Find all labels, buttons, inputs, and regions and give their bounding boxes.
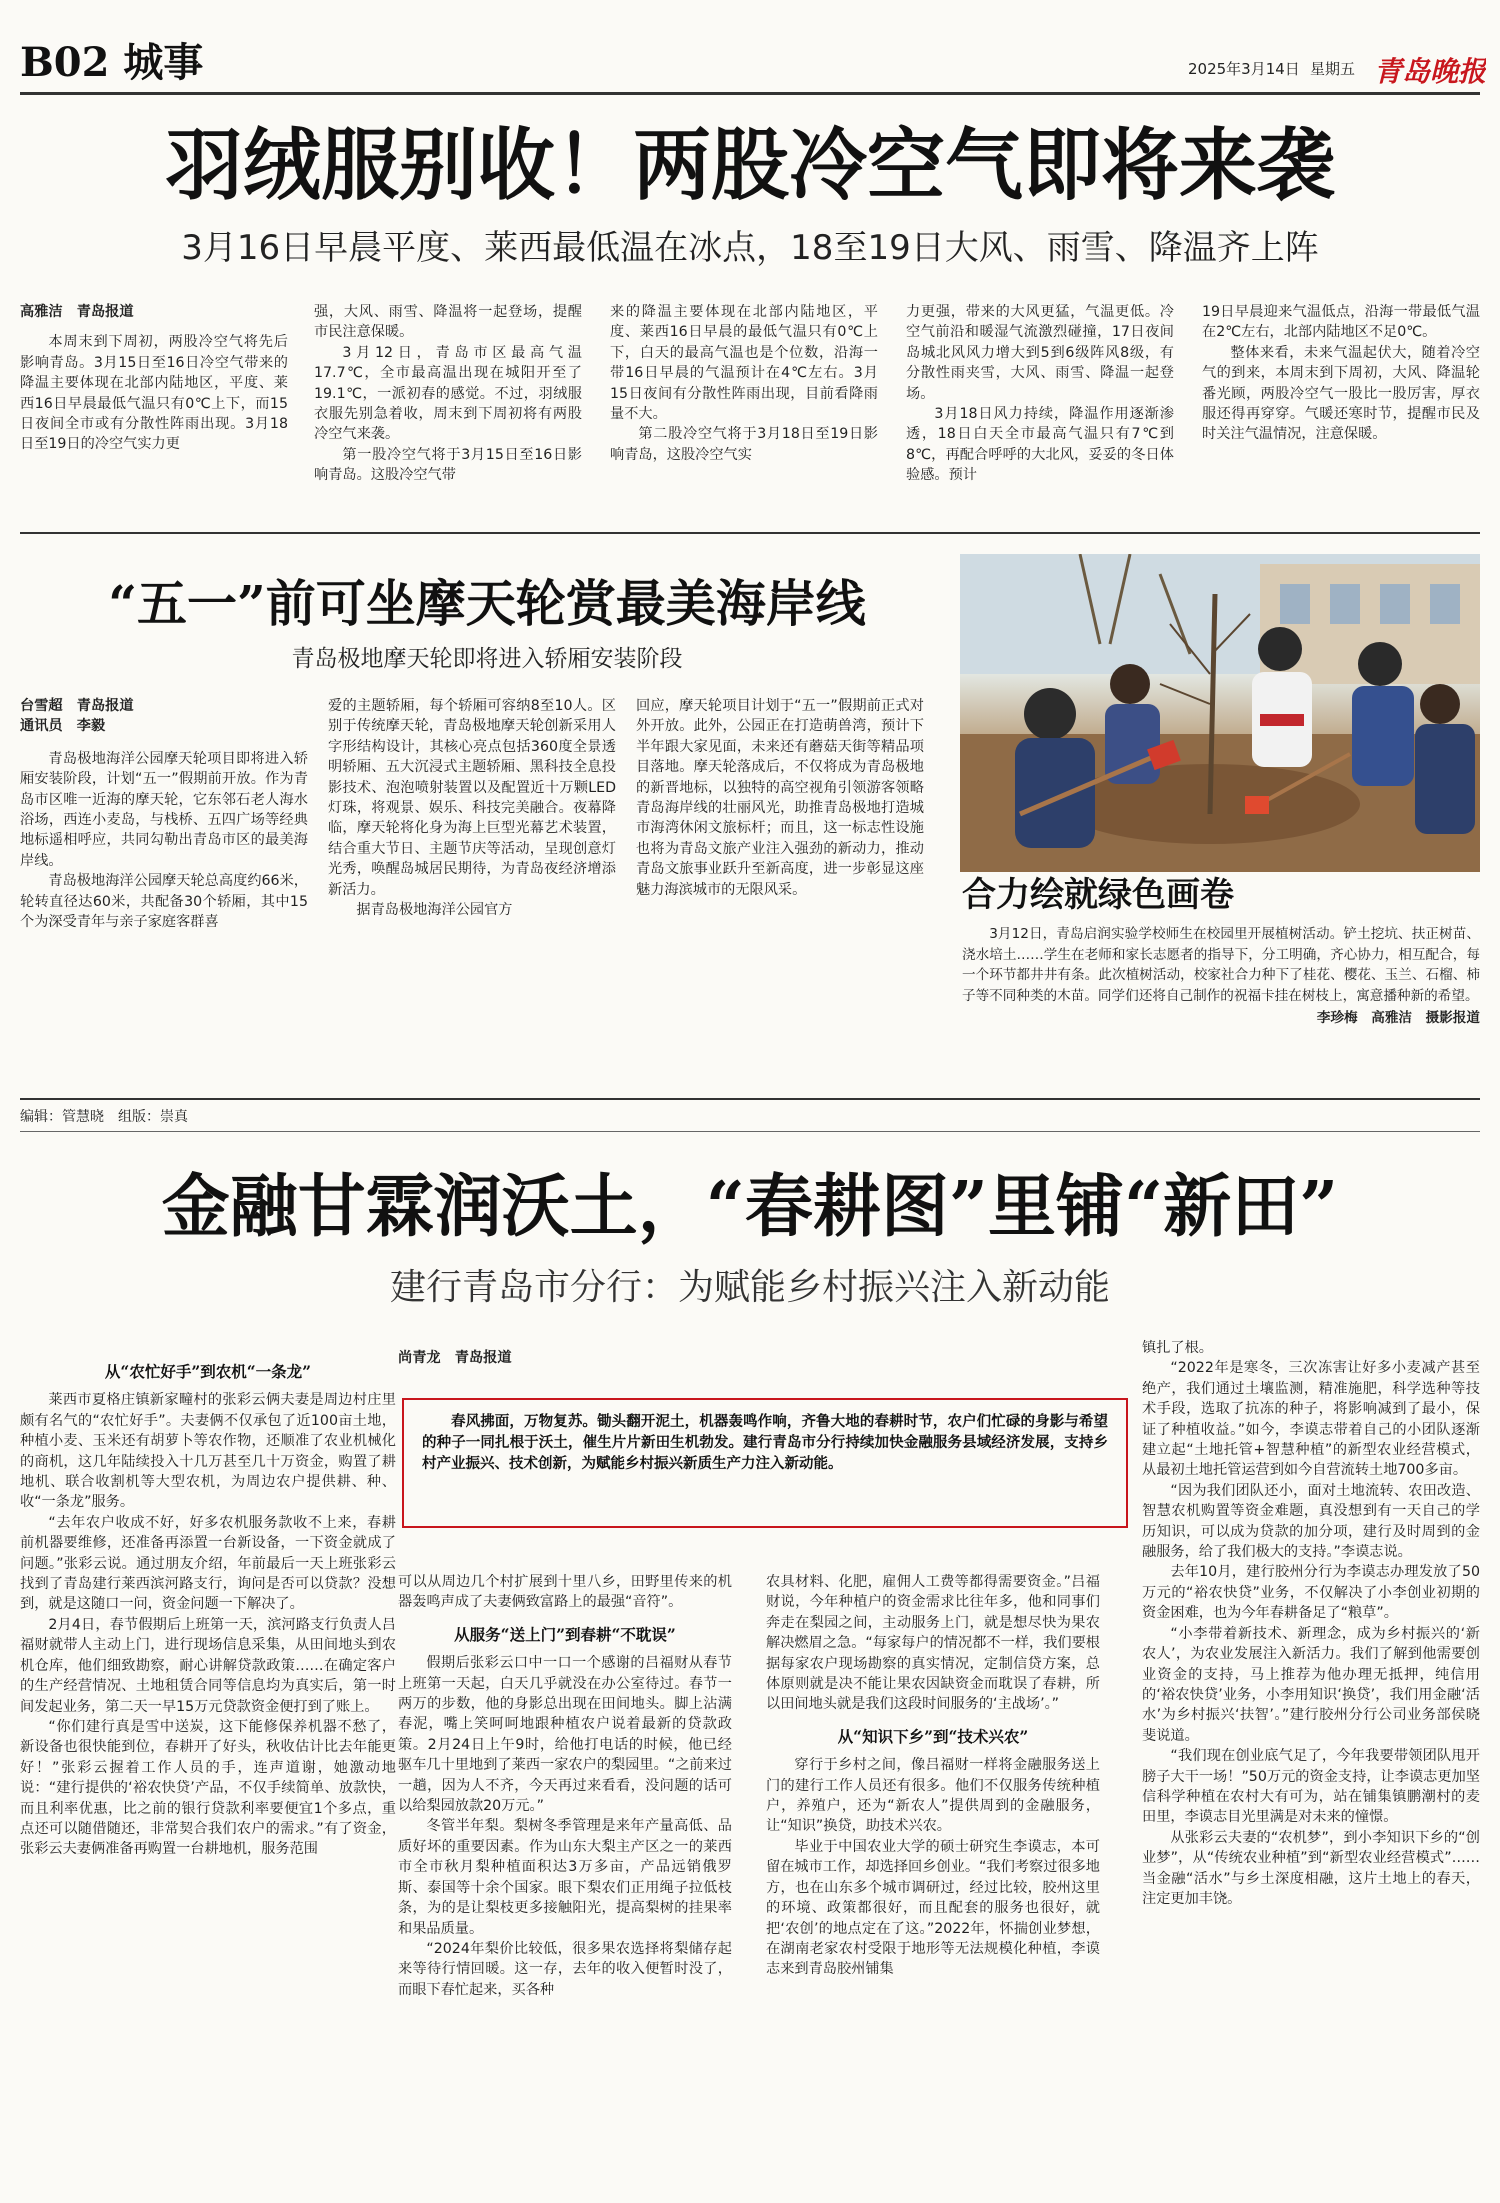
article3-text: “2022年是寒冬，三次冻害让好多小麦减产甚至绝产，我们通过土壤监测，精准施肥，科学选种等技术手段，选取了抗冻的种子，将影响减到了最小，保证了种植收益。”如今，李谟志带着自己的小团队逐渐建立起“土地托管+智慧种植”的新型农业经营模式，从最初土地托管运营到如今自营流转土地700多亩。 (1142, 1360, 1480, 1479)
tree-planting-illustration (960, 554, 1480, 872)
article3-lead-box (402, 1398, 1128, 1528)
issue-date: 2025年3月14日 (1188, 60, 1300, 78)
article3-subhead: 建行青岛市分行：为赋能乡村振兴注入新动能 (389, 1267, 1110, 1308)
article3-text: “我们现在创业底气足了，今年我要带领团队甩开膀子大干一场！”50万元的资金支持，让李谟志更加坚信科学种植在农村大有可为，站在铺集镇鹏潮村的麦田里，李谟志目光里满是对未来的憧憬。 (1142, 1748, 1480, 1826)
article3-text: 假期后张彩云口中一口一个感谢的吕福财从春节上班第一天起，白天几乎就没在办公室待过。春节一两万的步数，他的身影总出现在田间地头。脚上沾满春泥，嘴上笑呵呵地跟种植农户说着最新的贷款政策。2月24日上午9时，给他打电话的时候，他已经驱车几十里地到了莱西一家农户的梨园里。“之前来过一趟，因为人不齐，今天再过来看看，没问题的话可以给梨园放款20万元。” (398, 1655, 732, 1815)
article3-byline: 尚青龙 青岛报道 (398, 1350, 512, 1366)
article3-text: 2月4日，春节假期后上班第一天，滨河路支行负责人吕福财就带人主动上门，进行现场信息采集，从田间地头到农机仓库，他们细致勘察，耐心讲解贷款政策……在确定客户的生产经营情况、土地租赁合同等信息均为真实后，第一时间发起业务，第二天一早15万元贷款资金便打到了账上。 (20, 1616, 396, 1715)
editor-rule (20, 1131, 1480, 1132)
article1-text: 力更强，带来的大风更猛，气温更低。冷空气前沿和暖湿气流激烈碰撞，17日夜间岛城北风风力增大到5到6级阵风8级，有分散性雨夹雪，大风、雨雪、降温一起登场。 (906, 304, 1174, 402)
article1-text: 第一股冷空气将于3月15日至16日影响青岛。这股冷空气带 (314, 446, 582, 484)
tree-planting-photo (960, 554, 1480, 872)
photo-credit: 李珍梅 高雅洁 摄影报道 (1316, 1010, 1480, 1027)
article3-text: “2024年梨价比较低，很多果农选择将梨储存起来等待行情回暖。这一存，去年的收入便暂时没了，而眼下春忙起来，买各种 (398, 1940, 732, 1998)
article2-text: 回应，摩天轮项目计划于“五一”假期前正式对外开放。此外，公园正在打造萌兽湾，预计下半年跟大家见面，未来还有蘑菇天街等精品项目落地。摩天轮落成后，不仅将成为青岛极地的新晋地标，以独特的高空视角引领游客领略青岛海岸线的壮丽风光，助推青岛极地打造城市海湾休闲文旅标杆；而且，这一标志性设施也将为青岛文旅产业注入强劲的新动力，推动青岛文旅事业跃升至新高度，进一步彰显这座魅力海滨城市的无限风采。 (636, 698, 924, 898)
article3-text: 农具材料、化肥，雇佣人工费等都得需要资金。”吕福财说，今年种植户的资金需求比往年多，他和同事们奔走在梨园之间，主动服务上门，就是想尽快为果农解决燃眉之急。“每家每户的情况都不一样，我们要根据每家农户现场勘察的真实情况，定制信贷方案，总体原则就是决不能让果农因缺资金而耽误了春耕，所以田间地头就是我们这段时间服务的‘主战场’。” (766, 1574, 1100, 1713)
article1-text: 强，大风、雨雪、降温将一起登场，提醒市民注意保暖。 (314, 304, 582, 341)
article3-subheading: 从服务“送上门”到春耕“不耽误” (454, 1624, 676, 1644)
section-label: B02 城事 (20, 40, 204, 86)
article3-text: “去年农户收成不好，好多农机服务款收不上来，春耕前机器要维修，还准备再添置一台新设备，一下资金就成了问题。”张彩云说。通过朋友介绍，年前最后一天上班张彩云找到了青岛建行莱西滨河路支行，询问是否可以贷款？没想到，就是这随口一问，资金问题一下解决了。 (20, 1514, 396, 1613)
article2-divider (20, 1098, 1480, 1100)
article3-col2 (398, 1572, 732, 2182)
article3-subheading: 从“知识下乡”到“技术兴农” (837, 1726, 1029, 1746)
photo-caption-box (962, 924, 1480, 1086)
article3-text: “你们建行真是雪中送炭，这下能修保养机器不愁了，新设备也很快能到位，春耕开了好头，秋收估计比去年能更好！”张彩云握着工作人员的手，连声道谢，她激动地说：“建行提供的‘裕农快贷’产品，不仅手续简单、放款快，而且利率优惠，比之前的银行贷款利率要便宜1个多点，重点还可以随借随还，非常契合我们农户的需求。”有了资金，张彩云夫妻俩准备再购置一台耕地机，服务范围 (20, 1718, 396, 1858)
article3-col3 (766, 1572, 1100, 2182)
article1-col1 (20, 302, 288, 517)
article3-text: 去年10月，建行胶州分行为李谟志办理发放了50万元的“裕农快贷”业务，不仅解决了小李创业初期的资金困难，也为今年春耕备足了“粮草”。 (1142, 1564, 1480, 1622)
article2-headline: “五一”前可坐摩天轮赏最美海岸线 (108, 574, 866, 633)
article2-col2 (328, 696, 616, 1100)
article1-text: 第二股冷空气将于3月18日至19日影响青岛，这股冷空气实 (610, 426, 878, 463)
editor-credit: 编辑：管慧晓 组版：崇真 (20, 1109, 188, 1125)
article1-text: 整体来看，未来气温起伏大，随着冷空气的到来，本周末到下周初，大风、降温轮番光顾，两股冷空气一股比一股厉害，厚衣服还得再穿穿。气暖还寒时节，提醒市民及时关注气温情况，注意保暖。 (1202, 344, 1480, 443)
photo-caption: 3月12日，青岛启润实验学校师生在校园里开展植树活动。铲土挖坑、扶正树苗、浇水培土……学生在老师和家长志愿者的指导下，分工明确，齐心协力，相互配合，每一个环节都井井有条。此次植树活动，校家社合力种下了桂花、樱花、玉兰、石榴、柿子等不同种类的木苗。同学们还将自己制作的祝福卡挂在树枝上，寓意播种新的希望。 (962, 926, 1480, 1004)
masthead-logo: 青岛晚报 (1374, 55, 1487, 88)
article3-byline-box (398, 1348, 698, 1372)
article2-text: 青岛极地海洋公园摩天轮项目即将进入轿厢安装阶段，计划“五一”假期前开放。作为青岛市区唯一近海的摩天轮，它东邻石老人海水浴场，西连小麦岛，与栈桥、五四广场等经典地标遥相呼应，共同勾勒出青岛市区的最美海岸线。 (20, 750, 308, 869)
article1-byline: 高雅洁 青岛报道 (20, 304, 134, 320)
article1-col4 (906, 302, 1174, 517)
article1-col2 (314, 302, 582, 517)
article3-text: 穿行于乡村之间，像吕福财一样将金融服务送上门的建行工作人员还有很多。他们不仅服务传统种植户，养殖户，还为“新农人”提供周到的金融服务，让“知识”换贷，助技术兴农。 (766, 1757, 1100, 1835)
article3-text: 可以从周边几个村扩展到十里八乡，田野里传来的机器轰鸣声成了夫妻俩致富路上的最强“音符”。 (398, 1574, 732, 1611)
article2-subhead: 青岛极地摩天轮即将进入轿厢安装阶段 (291, 646, 683, 672)
article2-text: 青岛极地海洋公园摩天轮总高度约66米，轮转直径达60米，共配备30个轿厢，其中15个为深受青年与亲子家庭客群喜 (20, 873, 308, 931)
article1-subhead: 3月16日早晨平度、莱西最低温在冰点，18至19日大风、雨雪、降温齐上阵 (181, 228, 1319, 268)
article1-col3 (610, 302, 878, 517)
article1-text: 3月18日风力持续，降温作用逐渐渗透，18日白天全市最高气温只有7℃到8℃，再配合呼呼的大北风，妥妥的冬日体验感。预计 (906, 406, 1174, 484)
article2-text: 据青岛极地海洋公园官方 (356, 902, 513, 919)
article3-col1 (20, 1332, 396, 2182)
article1-col5 (1202, 302, 1480, 517)
article1-text: 本周末到下周初，两股冷空气将先后影响青岛。3月15日至16日冷空气带来的降温主要体现在北部内陆地区，平度、莱西16日早晨最低气温只有0℃上下，而15日夜间全市或有分散性阵雨出现。3月18日至19日的冷空气实力更 (20, 334, 288, 453)
article2-col1 (20, 696, 308, 1100)
article3-text: 莱西市夏格庄镇新家疃村的张彩云俩夫妻是周边村庄里颇有名气的“农忙好手”。夫妻俩不仅承包了近100亩土地，种植小麦、玉米还有胡萝卜等农作物，还顺准了农业机械化的商机，这几年陆续投入十几万甚至几十万资金，购置了耕地机、联合收割机等大型农机，为周边农户提供耕、种、收“一条龙”服务。 (20, 1392, 396, 1511)
article2-col3 (636, 696, 924, 1100)
photo-headline: 合力绘就绿色画卷 (962, 875, 1234, 915)
article1-divider (20, 532, 1480, 534)
article1-text: 3月12日，青岛市区最高气温17.7℃，全市最高温出现在城阳开至了19.1℃，一派初春的感觉。不过，羽绒服衣服先别急着收，周末到下周初将有两股冷空气来袭。 (314, 344, 582, 443)
article3-text: 镇扎了根。 (1142, 1340, 1213, 1356)
header-rule (20, 92, 1480, 95)
article3-subheading: 从“农忙好手”到农机“一条龙” (104, 1362, 312, 1381)
article3-lead: 春风拂面，万物复苏。锄头翻开泥土，机器轰鸣作响，齐鲁大地的春耕时节，农户们忙碌的身影与希望的种子一同扎根于沃土，催生片片新田生机勃发。建行青岛市分行持续加快金融服务县域经济发展，支持乡村产业振兴、技术创新，为赋能乡村振兴新质生产力注入新动能。 (422, 1414, 1108, 1472)
issue-weekday: 星期五 (1310, 60, 1356, 78)
article3-text: 冬管半年梨。梨树冬季管理是来年产量高低、品质好坏的重要因素。作为山东大梨主产区之一的莱西市全市秋月梨种植面积达3万多亩，产品远销俄罗斯、泰国等十余个国家。眼下梨农们正用绳子拉低枝条，为的是让梨枝更多接触阳光，提高梨树的挂果率和果品质量。 (398, 1818, 732, 1937)
article3-text: “小李带着新技术、新理念，成为乡村振兴的‘新农人’，为农业发展注入新活力。我们了解到他需要创业资金的支持，马上推荐为他办理无抵押，纯信用的‘裕农快贷’业务，小李用知识‘换贷’，我们用金融‘活水’为乡村振兴‘扶智’。”建行胶州分行公司业务部侯晓斐说道。 (1142, 1625, 1480, 1744)
article3-col4 (1142, 1338, 1480, 2184)
article3-text: “因为我们团队还小，面对土地流转、农田改造、智慧农机购置等资金难题，真没想到有一天自己的学历知识，可以成为贷款的加分项，建行及时周到的金融服务，给了我们极大的支持。”李谟志说。 (1142, 1482, 1480, 1561)
article3-text: 从张彩云夫妻的“农机梦”，到小李知识下乡的“创业梦”，从“传统农业种植”到“新型农业经营模式”……当金融“活水”与乡土深度相融，这片土地上的春天，注定更加丰饶。 (1142, 1829, 1480, 1907)
article1-text: 来的降温主要体现在北部内陆地区，平度、莱西16日早晨的最低气温只有0℃上下，白天的最高气温也是个位数，沿海一带16日早晨的气温预计在4℃左右。3月15日夜间有分散性阵雨出现，目前看降雨量不大。 (610, 304, 878, 423)
article2-text: 爱的主题轿厢，每个轿厢可容纳8至10人。区别于传统摩天轮，青岛极地摩天轮创新采用人字形结构设计，其核心亮点包括360度全景透明轿厢、五大沉浸式主题轿厢、黑科技全息投影技术、泡泡喷射装置以及配置近十万颗LED灯珠，将观景、娱乐、科技完美融合。夜幕降临，摩天轮将化身为海上巨型光幕艺术装置，结合重大节日、主题节庆等活动，呈现创意灯光秀，唤醒岛城居民期待，为青岛夜经济增添新活力。 (328, 698, 616, 898)
article1-headline: 羽绒服别收！两股冷空气即将来袭 (164, 120, 1335, 211)
article3-text: 毕业于中国农业大学的硕士研究生李谟志，本可留在城市工作，却选择回乡创业。“我们考察过很多地方，也在山东多个城市调研过，经过比较，胶州这里的环境、政策都很好，而且配套的服务也很好，就把‘农创’的地点定在了这。”2022年，怀揣创业梦想，在湖南老家农村受限于地形等无法规模化种植，李谟志来到青岛胶州铺集 (766, 1838, 1100, 1978)
article2-byline: 台雪超 青岛报道 (20, 698, 134, 714)
article2-byline: 通讯员 李毅 (20, 718, 106, 735)
article3-headline: 金融甘霖润沃土，“春耕图”里铺“新田” (161, 1167, 1339, 1247)
article1-text: 19日早晨迎来气温低点，沿海一带最低气温在2℃左右，北部内陆地区不足0℃。 (1202, 304, 1480, 341)
